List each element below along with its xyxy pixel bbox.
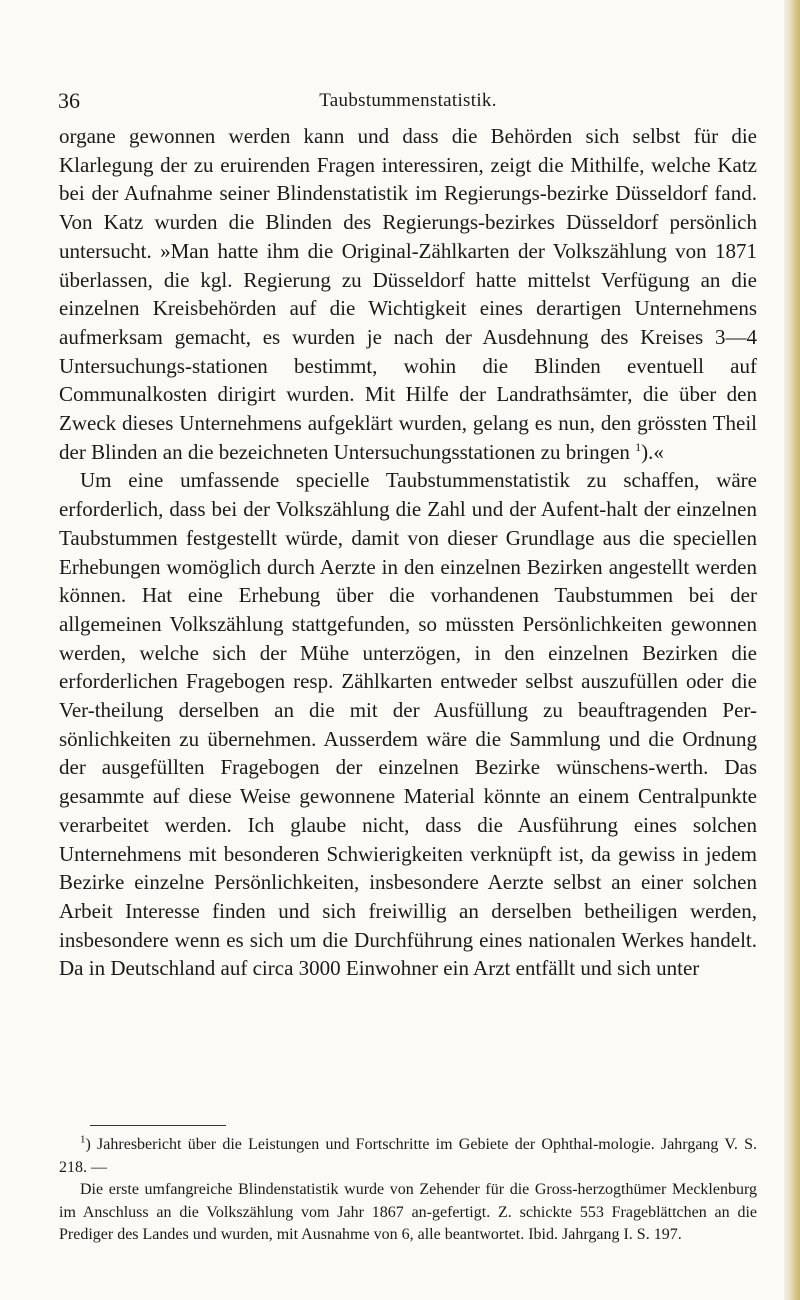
footnote-marker: 1 — [80, 1133, 86, 1146]
paragraph-1-end: ).« — [641, 439, 664, 464]
footnote-1 — [59, 1134, 757, 1179]
footnote-1-continuation: Die erste umfangreiche Blindenstatistik wurde von Zehender für die Gross-herzogthümer Mecklenburg im Anschluss an die Volkszählung vom Jahr 1867 an-gefertigt. Z. schickte 553 Frageblättchen an die Prediger des Landes und wurden, mit Ausnahme von 6, alle beantwortet. Ibid. Jahrgang I. S. 197. — [59, 1181, 757, 1243]
footnote-reference: 1 — [635, 439, 642, 454]
page-header — [58, 88, 758, 114]
paragraph-2: Um eine umfassende specielle Taubstummenstatistik zu schaffen, wäre erforderlich, dass bei der Volkszählung die Zahl und der Aufent-halt der einzelnen Taubstummen festgestellt würde, damit von dieser Grundlage aus die speciellen Erhebungen womöglich durch Aerzte in den einzelnen Bezirken angestellt werden können. Hat eine Erhebung über die vorhandenen Taubstummen bei der allgemeinen Volkszählung stattgefunden, so müssten Persönlichkeiten gewonnen werden, welche sich der Mühe unterzögen, in den einzelnen Bezirken die erforderlichen Fragebogen resp. Zählkarten entweder selbst auszufüllen oder die Ver-theilung derselben an die mit der Ausfüllung zu beauftragenden Per-sönlichkeiten zu übernehmen. Ausserdem wäre die Sammlung und die Ordnung der ausgefüllten Fragebogen der einzelnen Bezirke wünschens-werth. Das gesammte auf diese Weise gewonnene Material könnte an einem Centralpunkte verarbeitet werden. Ich glaube nicht, dass die Ausführung eines solchen Unternehmens mit besonderen Schwierigkeiten verknüpft ist, da gewiss in jedem Bezirke einzelne Persönlichkeiten, insbesondere Aerzte selbst an einer solchen Arbeit Interesse finden und sich freiwillig an derselben betheiligen werden, insbesondere wenn es sich um die Durchführung eines nationalen Werkes handelt. Da in Deutschland auf circa 3000 Einwohner ein Arzt entfällt und sich unter — [59, 468, 757, 981]
running-title: Taubstummenstatistik. — [319, 90, 497, 111]
body-text — [59, 122, 757, 983]
paragraph-1-text: organe gewonnen werden kann und dass die Behörden sich selbst für die Klarlegung der zu eruirenden Fragen interessiren, zeigt die Mithilfe, welche Katz bei der Aufnahme seiner Blindenstatistik im Regierungs-bezirke Düsseldorf fand. Von Katz wurden die Blinden des Regierungs-bezirkes Düsseldorf persönlich untersucht. »Man hatte ihm die Original-Zählkarten der Volkszählung von 1871 überlassen, die kgl. Regierung zu Düsseldorf hatte mittelst Verfügung an die einzelnen Kreisbehörden auf die Wichtigkeit eines derartigen Unternehmens aufmerksam gemacht, es wurden je nach der Ausdehnung des Kreises 3—4 Untersuchungs-stationen bestimmt, wohin die Blinden eventuell auf Communalkosten dirigirt wurden. Mit Hilfe der Landrathsämter, die über den Zweck dieses Unternehmens aufgeklärt wurden, gelang es nun, den grössten Theil der Blinden an die bezeichneten Untersuchungsstationen zu bringen — [59, 124, 757, 464]
paragraph-1 — [59, 122, 757, 466]
footnote-separator — [90, 1125, 226, 1126]
footnotes — [59, 1134, 757, 1247]
page-number: 36 — [58, 88, 80, 113]
footnote-1-text: ) Jahresbericht über die Leistungen und Fortschritte im Gebiete der Ophthal-mologie. Jahrgang V. S. 218. — — [59, 1136, 757, 1176]
page-edge — [784, 0, 800, 1300]
